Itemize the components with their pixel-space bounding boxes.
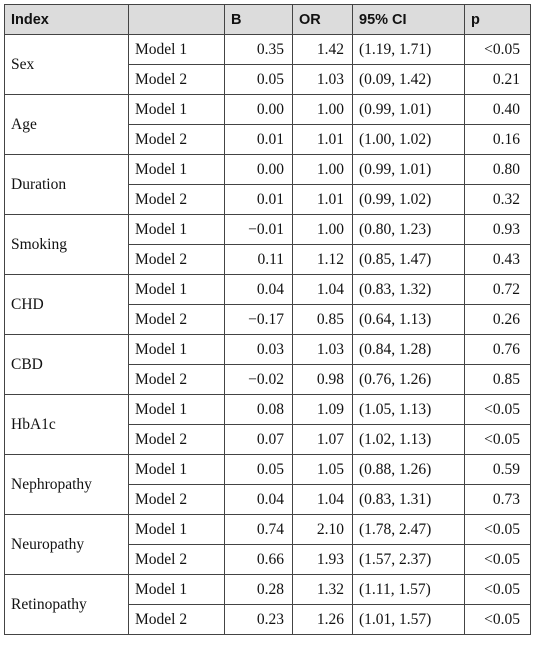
or-cell: 1.00 bbox=[293, 215, 353, 245]
b-cell: 0.00 bbox=[225, 155, 293, 185]
p-cell: 0.76 bbox=[465, 335, 531, 365]
header-index: Index bbox=[5, 5, 129, 35]
or-cell: 1.04 bbox=[293, 485, 353, 515]
or-cell: 1.03 bbox=[293, 65, 353, 95]
model-cell: Model 1 bbox=[129, 395, 225, 425]
model-cell: Model 2 bbox=[129, 185, 225, 215]
or-cell: 1.04 bbox=[293, 275, 353, 305]
ci-cell: (1.01, 1.57) bbox=[353, 605, 465, 635]
index-cell: Nephropathy bbox=[5, 455, 129, 515]
model-cell: Model 2 bbox=[129, 545, 225, 575]
or-cell: 1.93 bbox=[293, 545, 353, 575]
b-cell: 0.28 bbox=[225, 575, 293, 605]
ci-cell: (0.76, 1.26) bbox=[353, 365, 465, 395]
or-cell: 1.03 bbox=[293, 335, 353, 365]
table-row bbox=[5, 515, 531, 545]
model-cell: Model 1 bbox=[129, 515, 225, 545]
model-cell: Model 2 bbox=[129, 245, 225, 275]
model-cell: Model 1 bbox=[129, 575, 225, 605]
or-cell: 1.00 bbox=[293, 155, 353, 185]
b-cell: 0.01 bbox=[225, 185, 293, 215]
index-cell: Sex bbox=[5, 35, 129, 95]
index-cell: Neuropathy bbox=[5, 515, 129, 575]
index-cell: Duration bbox=[5, 155, 129, 215]
b-cell: 0.07 bbox=[225, 425, 293, 455]
p-cell: 0.85 bbox=[465, 365, 531, 395]
table-row bbox=[5, 395, 531, 425]
table-row bbox=[5, 95, 531, 125]
model-cell: Model 2 bbox=[129, 305, 225, 335]
header-b: B bbox=[225, 5, 293, 35]
or-cell: 1.32 bbox=[293, 575, 353, 605]
b-cell: −0.17 bbox=[225, 305, 293, 335]
ci-cell: (0.80, 1.23) bbox=[353, 215, 465, 245]
regression-table bbox=[4, 4, 531, 635]
or-cell: 0.85 bbox=[293, 305, 353, 335]
or-cell: 1.01 bbox=[293, 125, 353, 155]
p-cell: <0.05 bbox=[465, 425, 531, 455]
table-row bbox=[5, 455, 531, 485]
ci-cell: (1.02, 1.13) bbox=[353, 425, 465, 455]
p-cell: 0.32 bbox=[465, 185, 531, 215]
table-row bbox=[5, 335, 531, 365]
ci-cell: (0.64, 1.13) bbox=[353, 305, 465, 335]
model-cell: Model 1 bbox=[129, 455, 225, 485]
table-row bbox=[5, 155, 531, 185]
ci-cell: (0.99, 1.01) bbox=[353, 95, 465, 125]
index-cell: CBD bbox=[5, 335, 129, 395]
or-cell: 1.09 bbox=[293, 395, 353, 425]
p-cell: 0.26 bbox=[465, 305, 531, 335]
model-cell: Model 2 bbox=[129, 365, 225, 395]
p-cell: 0.93 bbox=[465, 215, 531, 245]
b-cell: 0.05 bbox=[225, 455, 293, 485]
b-cell: 0.66 bbox=[225, 545, 293, 575]
table-row bbox=[5, 275, 531, 305]
header-ci: 95% CI bbox=[353, 5, 465, 35]
ci-cell: (0.83, 1.32) bbox=[353, 275, 465, 305]
index-cell: Retinopathy bbox=[5, 575, 129, 635]
p-cell: 0.80 bbox=[465, 155, 531, 185]
ci-cell: (1.11, 1.57) bbox=[353, 575, 465, 605]
ci-cell: (1.00, 1.02) bbox=[353, 125, 465, 155]
ci-cell: (1.57, 2.37) bbox=[353, 545, 465, 575]
p-cell: 0.21 bbox=[465, 65, 531, 95]
table-body bbox=[5, 35, 531, 635]
or-cell: 0.98 bbox=[293, 365, 353, 395]
or-cell: 1.07 bbox=[293, 425, 353, 455]
model-cell: Model 2 bbox=[129, 605, 225, 635]
index-cell: CHD bbox=[5, 275, 129, 335]
table-row bbox=[5, 215, 531, 245]
model-cell: Model 2 bbox=[129, 425, 225, 455]
p-cell: <0.05 bbox=[465, 575, 531, 605]
p-cell: 0.16 bbox=[465, 125, 531, 155]
or-cell: 2.10 bbox=[293, 515, 353, 545]
model-cell: Model 1 bbox=[129, 35, 225, 65]
or-cell: 1.01 bbox=[293, 185, 353, 215]
table-row bbox=[5, 575, 531, 605]
b-cell: −0.02 bbox=[225, 365, 293, 395]
model-cell: Model 1 bbox=[129, 95, 225, 125]
b-cell: 0.35 bbox=[225, 35, 293, 65]
table-header bbox=[5, 5, 531, 35]
b-cell: 0.11 bbox=[225, 245, 293, 275]
model-cell: Model 1 bbox=[129, 155, 225, 185]
index-cell: Age bbox=[5, 95, 129, 155]
or-cell: 1.42 bbox=[293, 35, 353, 65]
regression-table-container bbox=[4, 4, 530, 635]
header-row bbox=[5, 5, 531, 35]
ci-cell: (1.05, 1.13) bbox=[353, 395, 465, 425]
ci-cell: (0.99, 1.01) bbox=[353, 155, 465, 185]
p-cell: <0.05 bbox=[465, 515, 531, 545]
or-cell: 1.05 bbox=[293, 455, 353, 485]
ci-cell: (0.83, 1.31) bbox=[353, 485, 465, 515]
index-cell: HbA1c bbox=[5, 395, 129, 455]
p-cell: 0.43 bbox=[465, 245, 531, 275]
ci-cell: (0.99, 1.02) bbox=[353, 185, 465, 215]
p-cell: 0.73 bbox=[465, 485, 531, 515]
p-cell: <0.05 bbox=[465, 35, 531, 65]
header-p: p bbox=[465, 5, 531, 35]
table-row bbox=[5, 35, 531, 65]
ci-cell: (0.85, 1.47) bbox=[353, 245, 465, 275]
or-cell: 1.26 bbox=[293, 605, 353, 635]
b-cell: 0.08 bbox=[225, 395, 293, 425]
p-cell: <0.05 bbox=[465, 395, 531, 425]
header-model bbox=[129, 5, 225, 35]
b-cell: 0.03 bbox=[225, 335, 293, 365]
model-cell: Model 1 bbox=[129, 215, 225, 245]
model-cell: Model 2 bbox=[129, 125, 225, 155]
or-cell: 1.00 bbox=[293, 95, 353, 125]
ci-cell: (0.84, 1.28) bbox=[353, 335, 465, 365]
p-cell: <0.05 bbox=[465, 605, 531, 635]
model-cell: Model 1 bbox=[129, 275, 225, 305]
ci-cell: (1.78, 2.47) bbox=[353, 515, 465, 545]
p-cell: 0.59 bbox=[465, 455, 531, 485]
ci-cell: (0.88, 1.26) bbox=[353, 455, 465, 485]
p-cell: 0.40 bbox=[465, 95, 531, 125]
b-cell: −0.01 bbox=[225, 215, 293, 245]
p-cell: 0.72 bbox=[465, 275, 531, 305]
ci-cell: (0.09, 1.42) bbox=[353, 65, 465, 95]
b-cell: 0.01 bbox=[225, 125, 293, 155]
b-cell: 0.04 bbox=[225, 275, 293, 305]
b-cell: 0.04 bbox=[225, 485, 293, 515]
ci-cell: (1.19, 1.71) bbox=[353, 35, 465, 65]
model-cell: Model 2 bbox=[129, 65, 225, 95]
b-cell: 0.23 bbox=[225, 605, 293, 635]
b-cell: 0.00 bbox=[225, 95, 293, 125]
model-cell: Model 2 bbox=[129, 485, 225, 515]
b-cell: 0.05 bbox=[225, 65, 293, 95]
b-cell: 0.74 bbox=[225, 515, 293, 545]
model-cell: Model 1 bbox=[129, 335, 225, 365]
or-cell: 1.12 bbox=[293, 245, 353, 275]
index-cell: Smoking bbox=[5, 215, 129, 275]
header-or: OR bbox=[293, 5, 353, 35]
p-cell: <0.05 bbox=[465, 545, 531, 575]
